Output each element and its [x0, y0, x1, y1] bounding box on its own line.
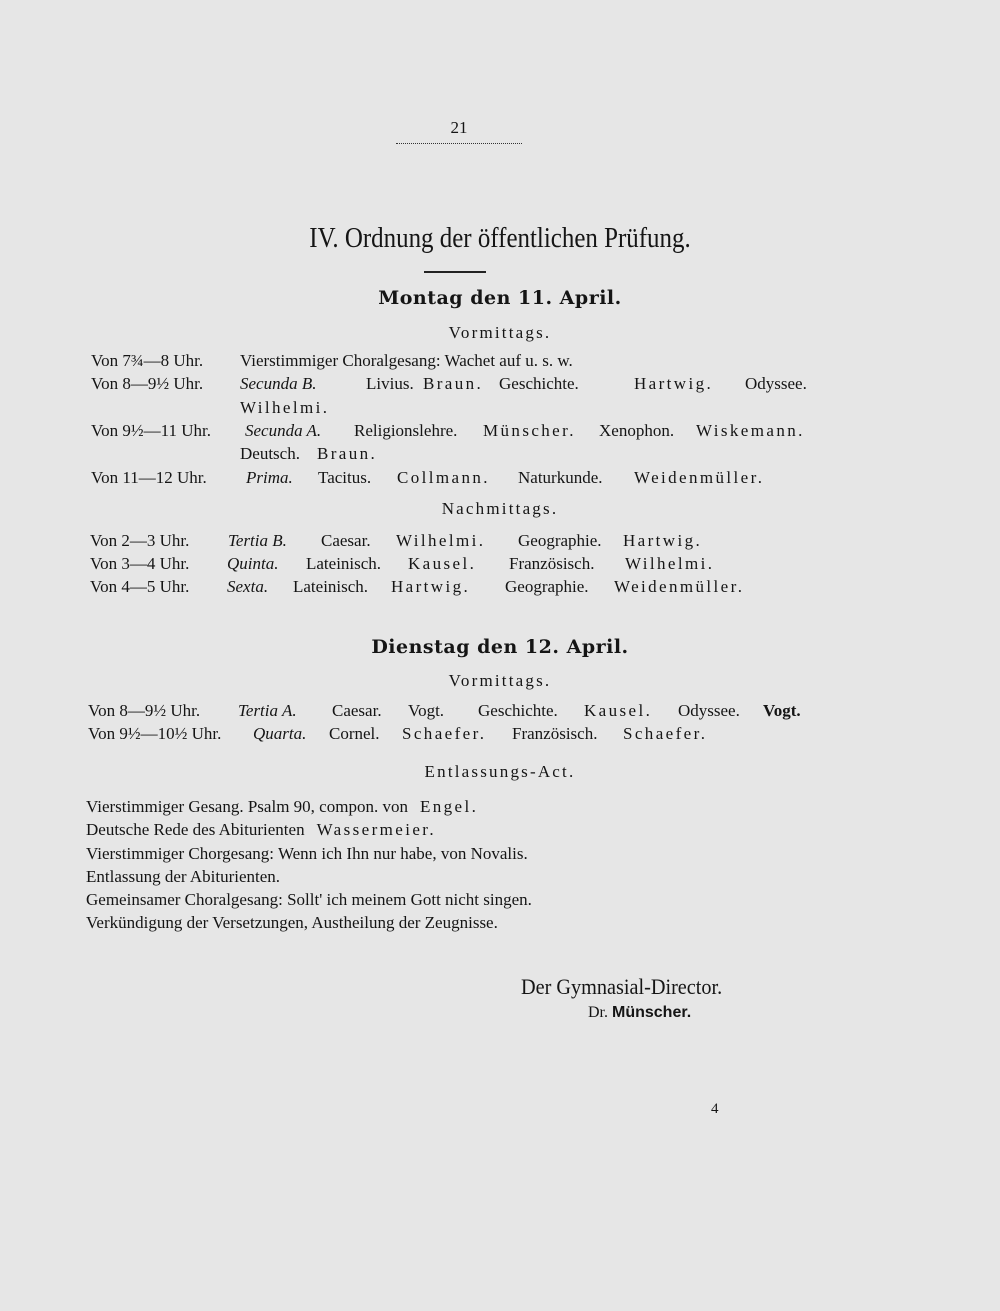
row-teacher: Hartwig.: [623, 531, 703, 550]
row-subject: Französisch.: [512, 724, 598, 743]
act-line: Vierstimmiger Chorgesang: Wenn ich Ihn nur habe, von Novalis.: [86, 844, 528, 863]
row-teacher: Wilhelmi.: [625, 554, 715, 573]
row-teacher: Collmann.: [397, 468, 490, 487]
row-subject: Lateinisch.: [293, 577, 369, 596]
row-subject: Geographie.: [518, 531, 602, 550]
row-class: Secunda A.: [245, 421, 322, 440]
row-subject: Deutsch.: [240, 444, 300, 463]
row-time: Von 11—12 Uhr.: [91, 468, 207, 487]
row-class: Prima.: [246, 468, 293, 487]
row-teacher: Hartwig.: [634, 374, 714, 393]
row-class: Quarta.: [253, 724, 307, 743]
row-time: Von 8—9½ Uhr.: [88, 701, 201, 720]
row-subject: Caesar.: [321, 531, 371, 550]
row-teacher: Wiskemann.: [696, 421, 805, 440]
row-teacher: Vogt.: [408, 701, 445, 720]
row-time: Von 9½—11 Uhr.: [91, 421, 211, 440]
row-teacher: Kausel.: [408, 554, 477, 573]
row-teacher: Schaefer.: [402, 724, 487, 743]
act-line: Entlassung der Abiturienten.: [86, 867, 281, 886]
act-line: [86, 797, 478, 817]
row-time: Von 7¾—8 Uhr.: [91, 351, 204, 370]
row-time: Von 2—3 Uhr.: [90, 531, 190, 550]
row-subject: Religionslehre.: [354, 421, 458, 440]
row-subject: Naturkunde.: [518, 468, 603, 487]
act-text: Deutsche Rede des Abiturienten: [86, 820, 305, 839]
row-class: Tertia A.: [238, 701, 297, 720]
row-class: Tertia B.: [228, 531, 287, 550]
row-subject: Tacitus.: [318, 468, 372, 487]
signature-surname: Münscher.: [612, 1004, 692, 1021]
row-teacher: Kausel.: [584, 701, 653, 720]
page-title: IV. Ordnung der öffentlichen Prüfung.: [309, 222, 691, 254]
row-subject: Caesar.: [332, 701, 382, 720]
signature-name: [588, 1004, 691, 1022]
act-name: Engel.: [419, 797, 479, 816]
row-teacher: Braun.: [423, 374, 484, 393]
row-subject: Odyssee.: [678, 701, 740, 720]
row-subject: Geographie.: [505, 577, 589, 596]
row-teacher: Weidenmüller.: [634, 468, 765, 487]
row-time: Von 9½—10½ Uhr.: [88, 724, 222, 743]
row-teacher: Hartwig.: [391, 577, 471, 596]
row-time: Von 8—9½ Uhr.: [91, 374, 204, 393]
title-rule: [424, 271, 486, 273]
day1-afternoon-heading: Nachmittags.: [441, 499, 559, 518]
dismissal-act-heading: Entlassungs-Act.: [424, 762, 576, 781]
act-line: Verkündigung der Versetzungen, Austheilung der Zeugnisse.: [86, 913, 498, 932]
row-teacher: Wilhelmi.: [396, 531, 486, 550]
day2-morning-heading: Vormittags.: [448, 671, 552, 690]
act-line: [86, 820, 436, 840]
page-number-rule: [396, 143, 522, 144]
row-continuation: Wilhelmi.: [240, 398, 330, 417]
act-name: Wassermeier.: [316, 820, 437, 839]
row-teacher: Vogt.: [763, 701, 801, 720]
row-subject: Cornel.: [329, 724, 380, 743]
signature-role: Der Gymnasial-Director.: [521, 974, 723, 999]
row-time: Von 3—4 Uhr.: [90, 554, 190, 573]
row-teacher: Weidenmüller.: [614, 577, 745, 596]
row-subject: Geschichte.: [478, 701, 558, 720]
act-line: Gemeinsamer Choralgesang: Sollt' ich meinem Gott nicht singen.: [86, 890, 532, 909]
row-teacher: Münscher.: [483, 421, 576, 440]
row-subject: Vierstimmiger Choralgesang: Wachet auf u. s. w.: [240, 351, 573, 370]
day1-morning-heading: Vormittags.: [448, 323, 552, 342]
act-text: Vierstimmiger Gesang. Psalm 90, compon. von: [86, 797, 408, 816]
signature-prefix: Dr.: [588, 1004, 608, 1021]
row-teacher: Schaefer.: [623, 724, 708, 743]
sheet-number: 4: [711, 1101, 719, 1117]
day2-heading: Dienstag den 12. April.: [371, 636, 629, 658]
row-time: Von 4—5 Uhr.: [90, 577, 190, 596]
row-subject: Lateinisch.: [306, 554, 382, 573]
row-subject: Französisch.: [509, 554, 595, 573]
row-class: Sexta.: [227, 577, 269, 596]
row-teacher: Braun.: [317, 444, 378, 463]
day1-heading: Montag den 11. April.: [378, 287, 622, 309]
row-subject: Odyssee.: [745, 374, 807, 393]
page-number: 21: [450, 118, 468, 137]
row-subject: Xenophon.: [599, 421, 675, 440]
row-subject: Geschichte.: [499, 374, 579, 393]
row-subject: Livius.: [366, 374, 414, 393]
row-class: Quinta.: [227, 554, 279, 573]
row-class: Secunda B.: [240, 374, 317, 393]
